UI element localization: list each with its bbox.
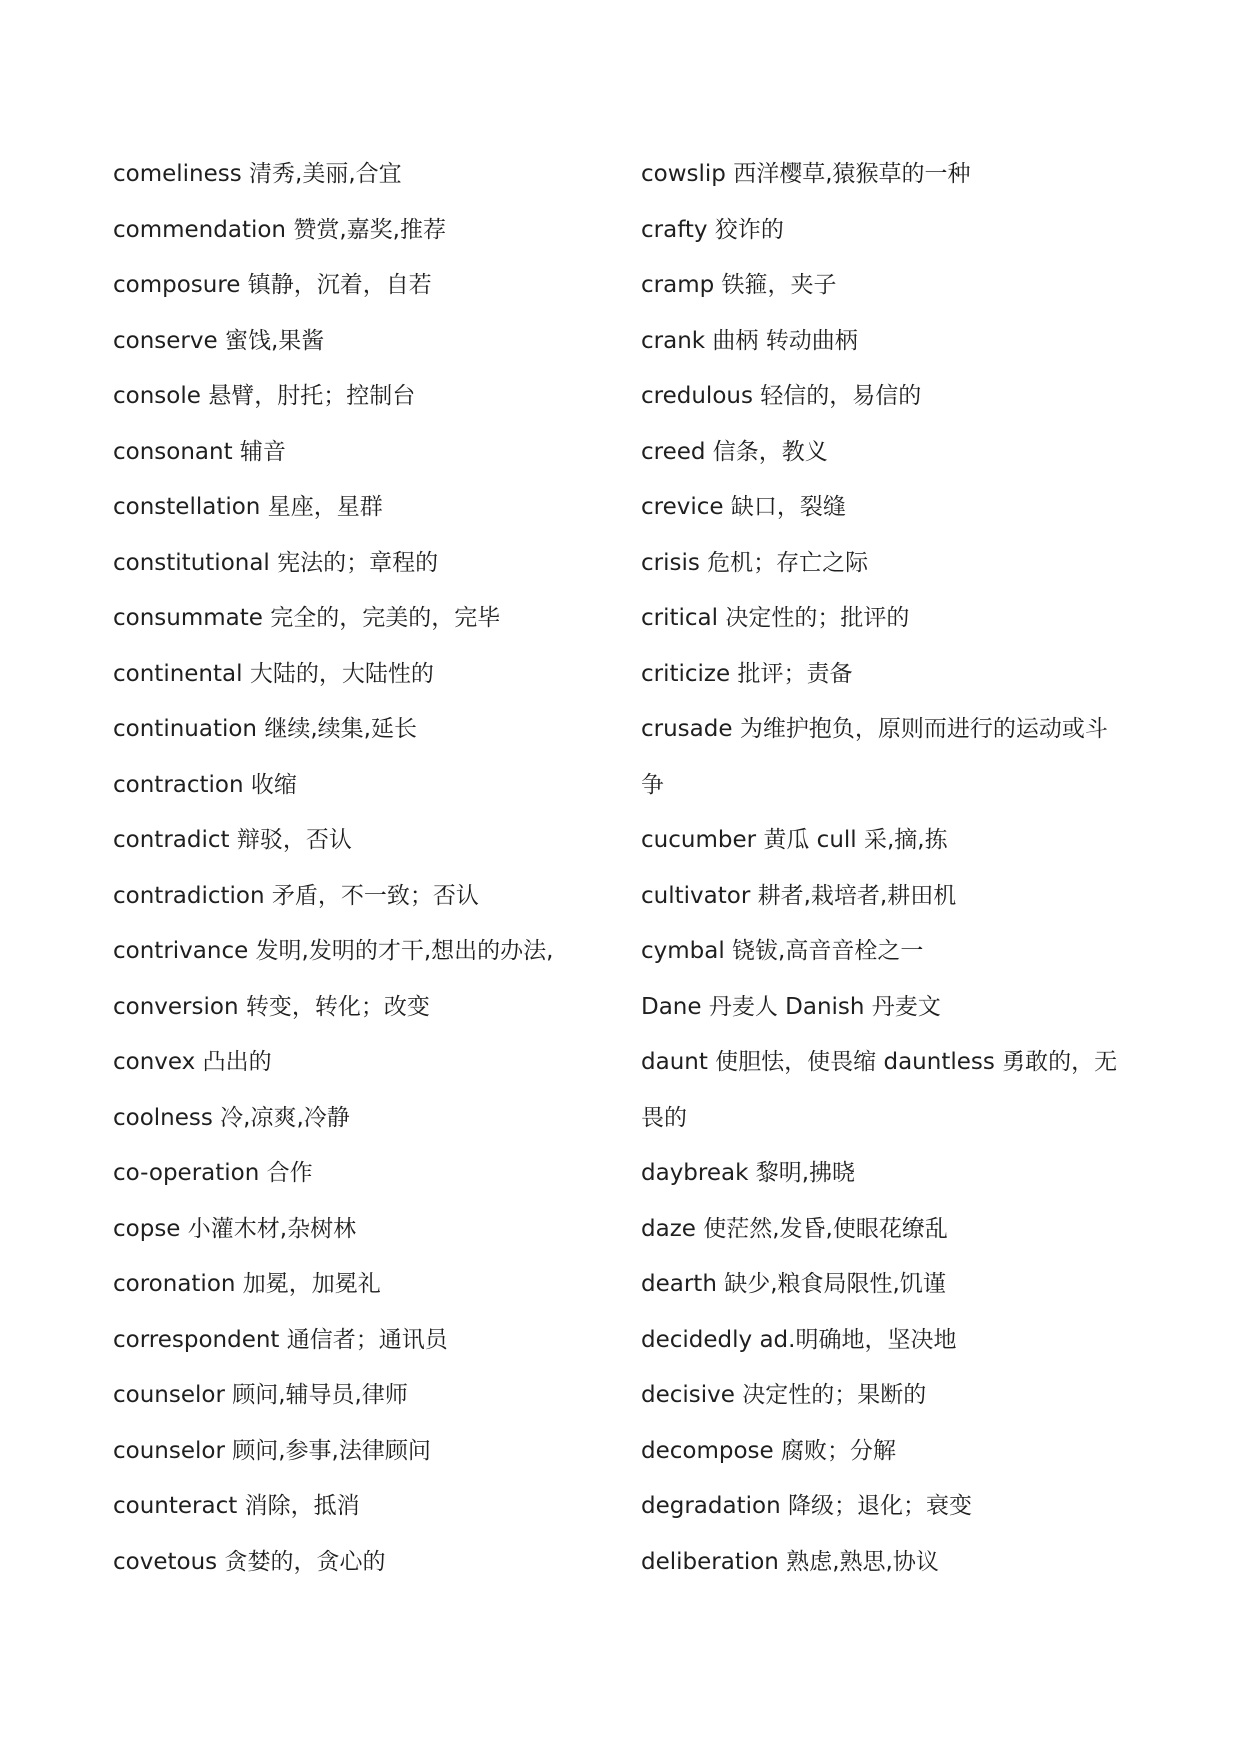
vocab-entry: crank 曲柄 转动曲柄 [641, 327, 858, 354]
vocab-entry: contraction 收缩 [113, 771, 297, 798]
vocab-entry: daybreak 黎明,拂晓 [641, 1160, 856, 1186]
vocab-entry: contradict 辩驳，否认 [113, 827, 352, 853]
vocab-entry: convex 凸出的 [113, 1049, 272, 1075]
vocab-entry: counteract 消除，抵消 [113, 1493, 360, 1519]
vocab-entry: constitutional 宪法的；章程的 [113, 549, 439, 576]
vocab-entry-continuation: 争 [641, 771, 664, 798]
vocab-entry: cultivator 耕者,栽培者,耕田机 [641, 882, 957, 909]
vocab-entry: daze 使茫然,发昏,使眼花缭乱 [641, 1215, 948, 1242]
left-column [113, 147, 613, 1590]
vocab-entry: comeliness 清秀,美丽,合宜 [113, 161, 402, 187]
vocab-entry: contrivance 发明,发明的才干,想出的办法, [113, 938, 554, 964]
vocab-entry: critical 决定性的；批评的 [641, 605, 910, 631]
vocab-entry: decompose 腐败；分解 [641, 1437, 896, 1464]
vocab-entry: correspondent 通信者；通讯员 [113, 1326, 448, 1353]
vocab-entry: cymbal 铙钹,高音音栓之一 [641, 938, 924, 964]
vocab-entry: crusade 为维护抱负，原则而进行的运动或斗 [641, 716, 1108, 742]
vocab-entry: dearth 缺少,粮食局限性,饥谨 [641, 1271, 946, 1297]
vocab-entry: degradation 降级；退化；衰变 [641, 1493, 972, 1519]
vocab-entry: continuation 继续,续集,延长 [113, 716, 417, 742]
vocab-entry: composure 镇静，沉着，自若 [113, 272, 432, 298]
vocab-entry: consummate 完全的，完美的，完毕 [113, 605, 501, 631]
vocab-entry: constellation 星座，星群 [113, 494, 383, 520]
vocab-entry: decidedly ad.明确地，坚决地 [641, 1326, 957, 1353]
vocab-entry: counselor 顾问,辅导员,律师 [113, 1382, 408, 1408]
vocab-entry: cowslip 西洋樱草,猿猴草的一种 [641, 161, 971, 187]
vocab-entry: crevice 缺口，裂缝 [641, 494, 846, 520]
vocab-entry: counselor 顾问,参事,法律顾问 [113, 1437, 431, 1464]
vocab-entry: copse 小灌木材,杂树林 [113, 1215, 357, 1242]
vocab-entry: crafty 狡诈的 [641, 216, 784, 243]
vocab-entry: conserve 蜜饯,果酱 [113, 327, 325, 354]
vocab-entry: crisis 危机；存亡之际 [641, 549, 869, 576]
vocab-entry: creed 信条，教义 [641, 438, 828, 465]
vocab-entry: continental 大陆的，大陆性的 [113, 660, 434, 687]
vocab-entry: consonant 辅音 [113, 438, 286, 465]
right-column [641, 147, 1141, 1590]
vocab-entry: Dane 丹麦人 Danish 丹麦文 [641, 993, 941, 1020]
vocab-entry: console 悬臂，肘托；控制台 [113, 383, 416, 409]
vocab-entry: commendation 赞赏,嘉奖,推荐 [113, 216, 446, 243]
vocab-entry: contradiction 矛盾，不一致；否认 [113, 882, 479, 909]
vocab-entry: coolness 冷,凉爽,冷静 [113, 1104, 350, 1131]
vocab-entry: coronation 加冕，加冕礼 [113, 1271, 381, 1297]
vocab-entry: daunt 使胆怯，使畏缩 dauntless 勇敢的，无 [641, 1049, 1118, 1075]
vocab-entry-continuation: 畏的 [641, 1104, 687, 1131]
vocab-entry: decisive 决定性的；果断的 [641, 1382, 927, 1408]
vocab-entry: deliberation 熟虑,熟思,协议 [641, 1548, 939, 1575]
vocab-entry: conversion 转变，转化；改变 [113, 993, 430, 1020]
vocab-entry: cramp 铁箍，夹子 [641, 272, 837, 298]
vocab-entry: co-operation 合作 [113, 1160, 313, 1186]
vocab-entry: covetous 贪婪的，贪心的 [113, 1548, 386, 1575]
vocab-entry: criticize 批评；责备 [641, 660, 853, 687]
vocab-entry: cucumber 黄瓜 cull 采,摘,拣 [641, 827, 948, 853]
vocab-entry: credulous 轻信的，易信的 [641, 383, 922, 409]
